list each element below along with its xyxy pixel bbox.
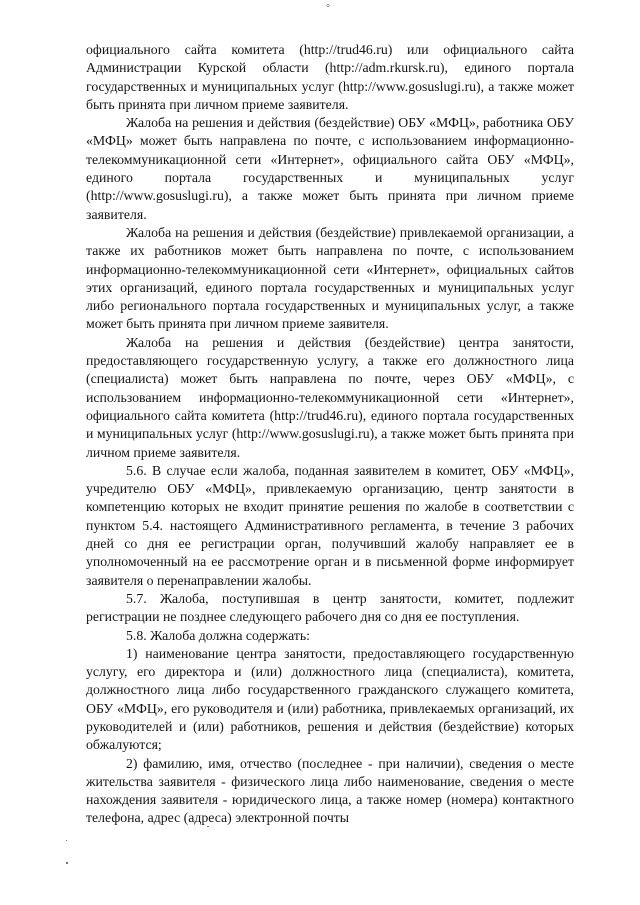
scan-speck — [66, 840, 67, 841]
list-item-2: 2) фамилию, имя, отчество (последнее - при наличии), сведения о месте жительства заявителя - физического лица либо наименование, сведения о месте нахождения заявителя - юридического лица, а также номер (номера) контактного телефона, адрес (адреса) электронной почты — [86, 755, 574, 826]
paragraph-5-7: 5.7. Жалоба, поступившая в центр занятости, комитет, подлежит регистрации не позднее следующего рабочего дня со дня ее поступления. — [86, 590, 574, 625]
paragraph-mfc-complaint: Жалоба на решения и действия (бездействие) ОБУ «МФЦ», работника ОБУ «МФЦ» может быть направлена по почте, с использованием информационно-телекоммуникационной сети «Интернет», официального сайта ОБУ «МФЦ», единого портала государственных и муниципальных услуг (http://www.gosuslugi.ru), а также может быть принята при личном приеме заявителя. — [86, 115, 574, 222]
page-marker: ° — [326, 3, 330, 14]
scan-speck — [207, 826, 209, 827]
paragraph-5-6: 5.6. В случае если жалоба, поданная заявителем в комитет, ОБУ «МФЦ», учредителю ОБУ «МФЦ», привлекаемую организацию, центр занятости в компетенцию которых не входит принятие решения по жалобе в соответствии с пунктом 5.4. настоящего Административного регламента, в течение 3 рабочих дней со дня ее регистрации орган, получивший жалобу направляет ее в уполномоченный на ее рассмотрение орган и в письменной форме информирует заявителя о перенаправлении жалобы. — [86, 462, 574, 588]
paragraph-continuation: официального сайта комитета (http://trud46.ru) или официального сайта Администрации Курской области (http://adm.rkursk.ru), единого портала государственных и муниципальных услуг (http://www.gosuslugi.ru), а также может быть принята при личном приеме заявителя. — [86, 42, 574, 112]
paragraph-5-8: 5.8. Жалоба должна содержать: — [126, 627, 311, 643]
list-item-1: 1) наименование центра занятости, предоставляющего государственную услугу, его директора и (или) должностного лица (специалиста), комитета, должностного лица либо государственного гражданского служащего комитета, ОБУ «МФЦ», его руководителя и (или) работника, привлекаемых организаций, их руководителей и (или) работников, решения и действия (бездействие) которых обжалуются; — [86, 645, 574, 753]
paragraph-employment-center-complaint: Жалоба на решения и действия (бездействие) центра занятости, предоставляющего государственную услугу, а также его должностного лица (специалиста) может быть направлена по почте, через ОБУ «МФЦ», с использованием информационно-телекоммуникационной сети «Интернет», официального сайта комитета (http://trud46.ru), единого портала государственных и муниципальных услуг (http://www.gosuslugi.ru), а также может быть принята при личном приеме заявителя. — [86, 334, 574, 460]
document-body — [86, 41, 574, 828]
paragraph-organization-complaint: Жалоба на решения и действия (бездействие) привлекаемой организации, а также их работников может быть направлена по почте, с использованием информационно-телекоммуникационной сети «Интернет», официальных сайтов этих организаций, единого портала государственных и муниципальных услуг либо регионального портала государственных и муниципальных услуг, а также может быть принята при личном приеме заявителя. — [86, 224, 574, 332]
scan-speck — [66, 862, 68, 864]
